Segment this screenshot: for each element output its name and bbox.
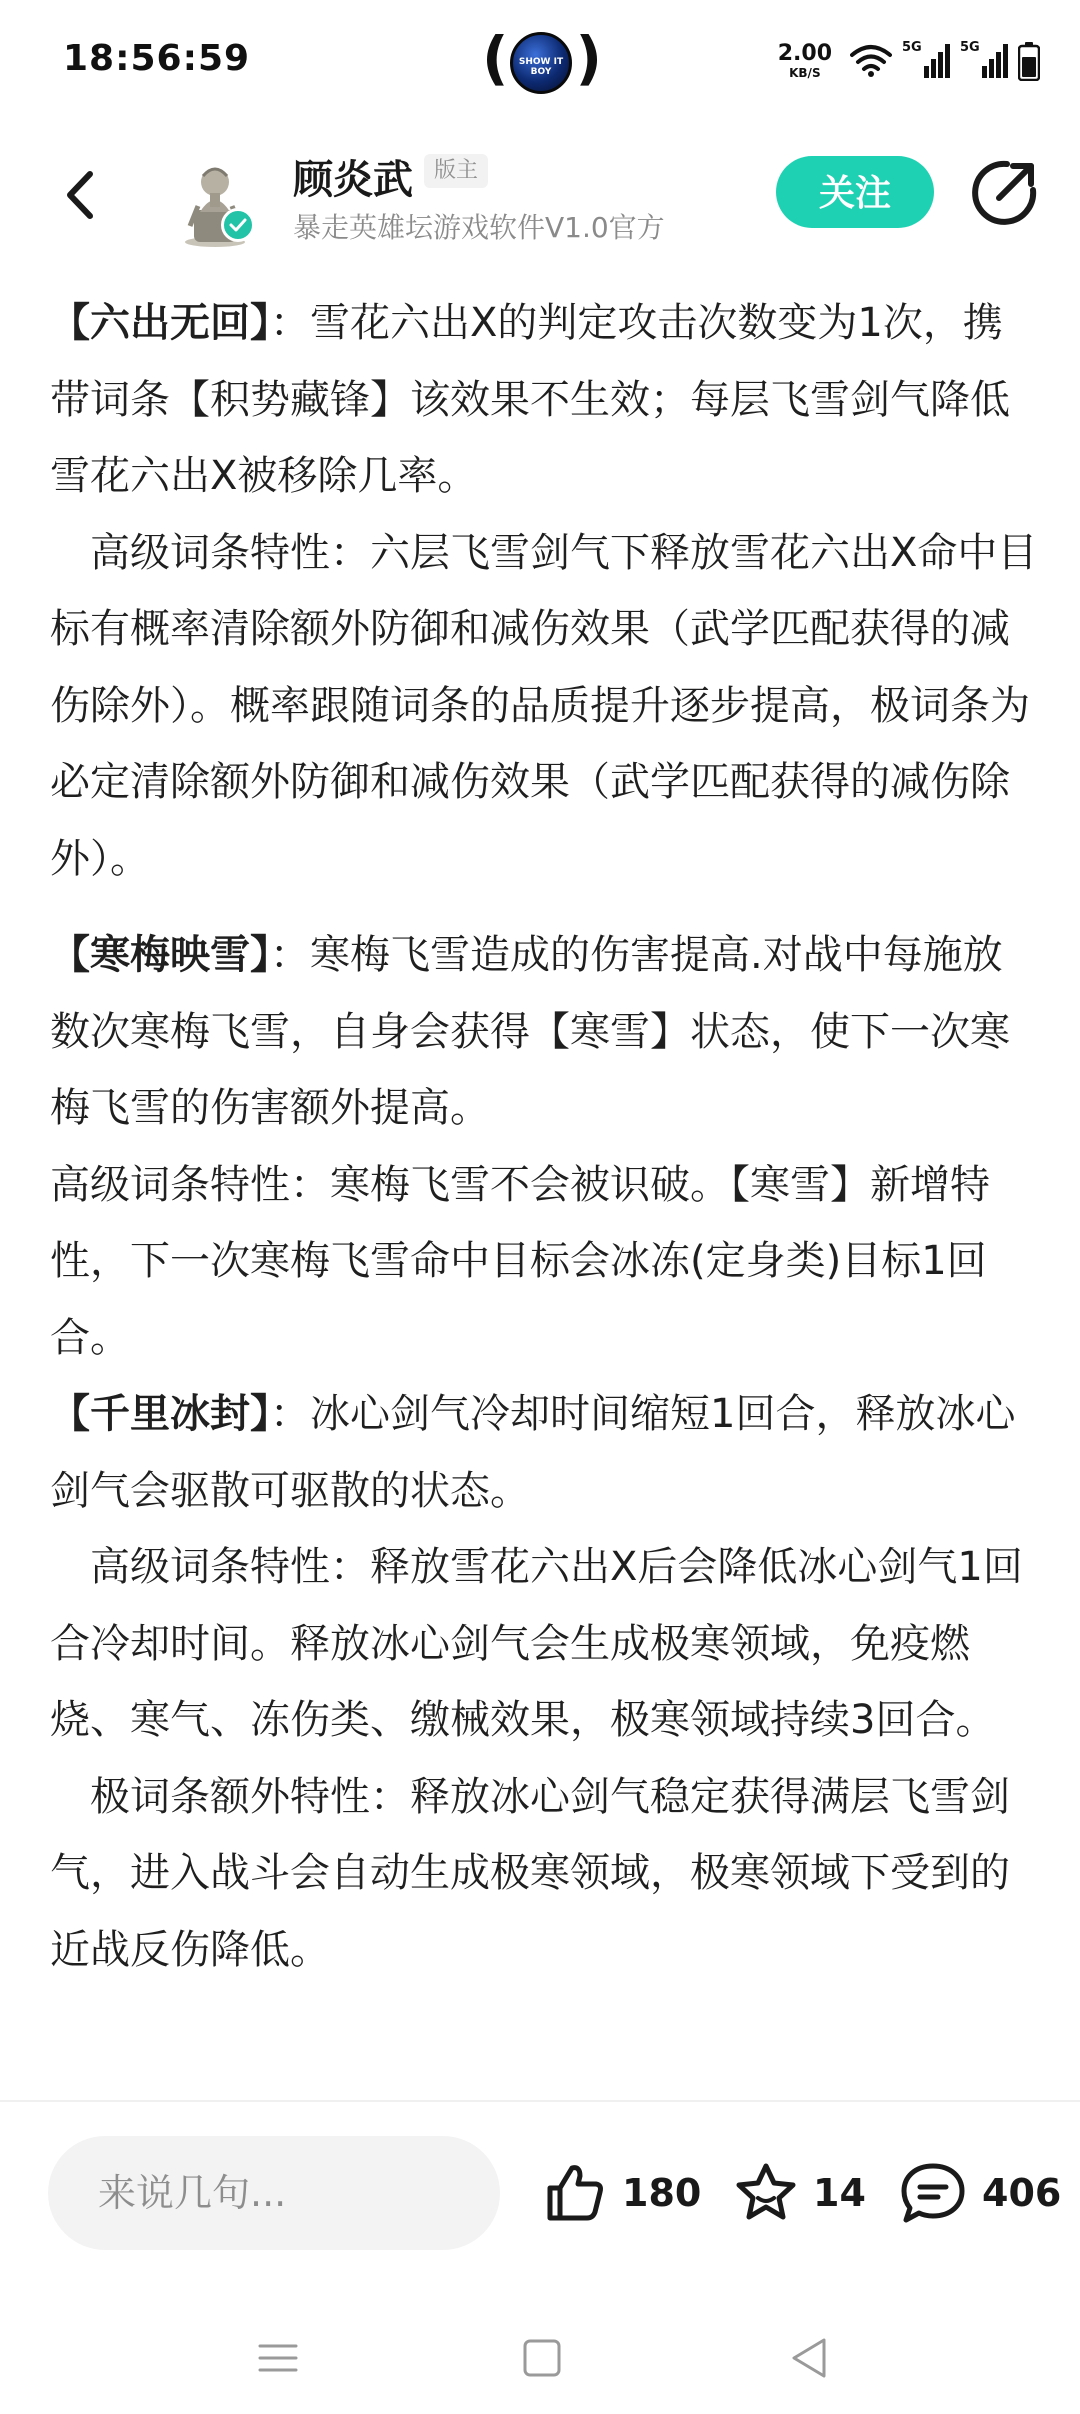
net-speed [778, 43, 832, 79]
sim2-tag: 5G [960, 40, 980, 55]
follow-button[interactable]: 关注 [776, 156, 934, 228]
post-header [0, 130, 1080, 260]
back-triangle-icon [780, 2328, 840, 2388]
post-content [50, 285, 1040, 1988]
menu-icon [248, 2328, 308, 2388]
paragraph [50, 917, 1040, 1147]
thumbs-up-icon [542, 2160, 608, 2226]
paragraph [50, 1376, 1040, 1529]
home-icon [512, 2328, 572, 2388]
like-count: 180 [622, 2171, 702, 2215]
paragraph-text: 高级词条特性：释放雪花六出X后会降低冰心剑气1回合冷却时间。释放冰心剑气会生成极寒领域，免疫燃烧、寒气、冻伤类、缴械效果，极寒领域持续3回合。 [50, 1544, 1023, 1743]
right-paren: ) [575, 24, 602, 92]
paragraph-text: ：雪花六出X的判定攻击次数变为1次，携带词条【积势藏锋】该效果不生效；每层飞雪剑气降低雪花六出X被移除几率。 [50, 300, 1010, 499]
back-button[interactable] [48, 160, 118, 230]
paragraph-text: 高级词条特性：寒梅飞雪不会被识破。【寒雪】新增特性，下一次寒梅飞雪命中目标会冰冻(定身类)目标1回合。 [50, 1161, 990, 1361]
share-icon [967, 156, 1041, 230]
user-subtitle: 暴走英雄坛游戏软件V1.0官方 [293, 211, 665, 244]
recent-apps-button[interactable] [248, 2328, 308, 2388]
system-nav-bar [0, 2300, 1080, 2414]
paragraph-gap [50, 897, 1040, 917]
battery-icon [1018, 41, 1040, 81]
home-button[interactable] [512, 2328, 572, 2388]
wifi-icon [850, 44, 892, 78]
left-paren: ( [482, 24, 509, 92]
comments-button[interactable] [898, 2156, 1061, 2230]
paragraph [50, 1147, 1040, 1377]
verified-icon [221, 208, 255, 242]
app-logo-icon [510, 32, 572, 94]
paragraph-title: 【千里冰封】 [50, 1391, 270, 1437]
status-time: 18:56:59 [63, 38, 251, 79]
back-icon [48, 160, 118, 230]
status-center-logo [482, 24, 602, 98]
paragraph-text: 极词条额外特性：释放冰心剑气稳定获得满层飞雪剑气，进入战斗会自动生成极寒领域，极寒领域下受到的近战反伤降低。 [50, 1773, 1010, 1973]
paragraph-title: 【六出无回】 [50, 300, 270, 346]
net-speed-value: 2.00 [777, 41, 832, 66]
favorite-button[interactable] [733, 2156, 866, 2230]
system-back-button[interactable] [780, 2328, 840, 2388]
status-bar [0, 0, 1080, 130]
paragraph [50, 1529, 1040, 1759]
bottom-divider [0, 2100, 1080, 2102]
user-name[interactable]: 顾炎武 [293, 157, 413, 203]
paragraph [50, 1759, 1040, 1989]
star-icon [733, 2160, 799, 2226]
status-icons [778, 36, 1040, 86]
like-button[interactable] [542, 2156, 701, 2230]
favorite-count: 14 [813, 2171, 866, 2215]
paragraph-text: 高级词条特性：六层飞雪剑气下释放雪花六出X命中目标有概率清除额外防御和减伤效果（武学匹配获得的减伤除外）。概率跟随词条的品质提升逐步提高，极词条为必定清除额外防御和减伤效果（武学匹配获得的减伤除外）。 [50, 529, 1038, 882]
paragraph [50, 515, 1040, 898]
signal-icon [902, 42, 950, 80]
paragraph [50, 285, 1040, 515]
sim1-tag: 5G [902, 40, 922, 55]
paragraph-text: ：冰心剑气冷却时间缩短1回合，释放冰心剑气会驱散可驱散的状态。 [50, 1391, 1016, 1514]
comment-icon [898, 2160, 968, 2226]
role-badge: 版主 [424, 154, 488, 188]
share-button[interactable] [967, 156, 1041, 230]
paragraph-title: 【寒梅映雪】 [50, 932, 270, 978]
net-speed-unit: KB/S [789, 66, 821, 80]
logo-text: SHOW IT BOY [518, 57, 564, 77]
comment-input[interactable]: 来说几句... [48, 2136, 500, 2250]
signal-icon [960, 42, 1008, 80]
comment-count: 406 [982, 2171, 1062, 2215]
paragraph-text: ：寒梅飞雪造成的伤害提高.对战中每施放数次寒梅飞雪，自身会获得【寒雪】状态，使下一次寒梅飞雪的伤害额外提高。 [50, 932, 1010, 1131]
